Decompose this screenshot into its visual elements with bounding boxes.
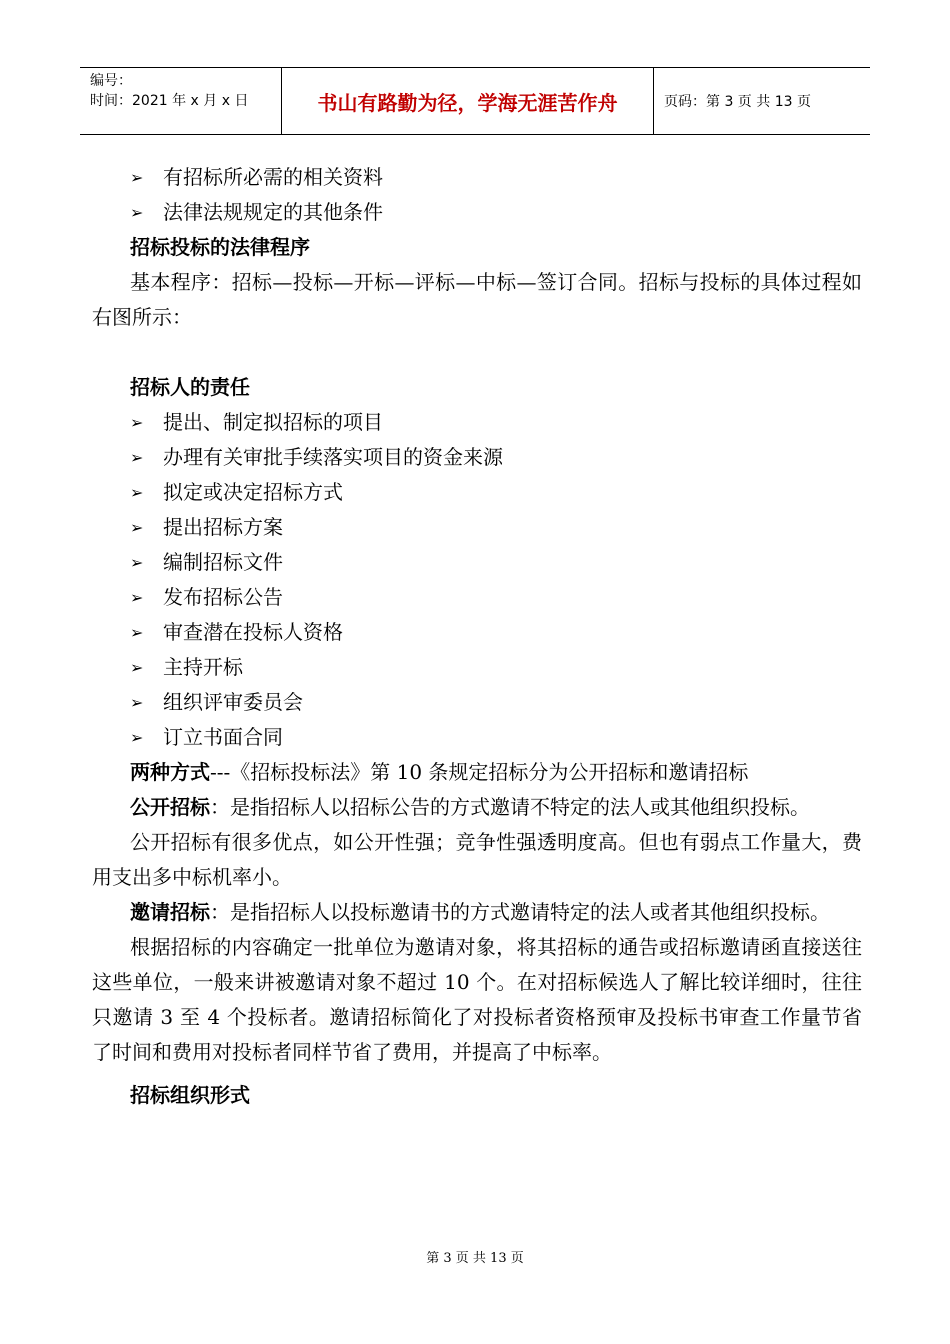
public-bidding-label: 公开招标: [130, 795, 210, 819]
header-page-info: 页码：第 3 页 共 13 页: [664, 94, 811, 110]
public-bidding-detail: 公开招标有很多优点，如公开性强；竞争性强透明度高。但也有弱点工作量大，费用支出多中标机率小。: [92, 830, 862, 889]
arrow-right-icon: ➢: [130, 588, 144, 607]
heading-organization: 招标组织形式: [130, 1083, 250, 1107]
arrow-right-icon: ➢: [130, 448, 144, 467]
document-number-label: 编号：: [90, 73, 132, 89]
list-item: [92, 160, 862, 195]
list-item: [92, 580, 862, 615]
bullet-list-responsibilities: [92, 405, 862, 755]
document-body: [92, 160, 862, 1113]
list-item: [92, 650, 862, 685]
list-item: [92, 720, 862, 755]
header-meta: [80, 68, 282, 134]
list-item: [92, 405, 862, 440]
list-item-text: 编制招标文件: [163, 550, 283, 574]
invited-bidding-detail: 根据招标的内容确定一批单位为邀请对象，将其招标的通告或招标邀请函直接送往这些单位，一般来讲被邀请对象不超过 10 个。在对招标候选人了解比较详细时，往往只邀请 3 至 4 个投标者。邀请招标简化了对投标者资格预审及投标书审查工作量节省了时间和费用对投标者同样节省了费用，并提高了中标率。: [92, 935, 862, 1064]
list-item-text: 有招标所必需的相关资料: [163, 165, 383, 189]
list-item-text: 订立书面合同: [163, 725, 283, 749]
list-item: [92, 685, 862, 720]
arrow-right-icon: ➢: [130, 623, 144, 642]
page-footer: 第 3 页 共 13 页: [426, 1251, 524, 1266]
heading-procedure: 招标投标的法律程序: [130, 235, 310, 259]
two-methods-label: 两种方式: [130, 760, 210, 784]
list-item-text: 提出、制定拟招标的项目: [163, 410, 383, 434]
bullet-list-requirements: [92, 160, 862, 230]
arrow-right-icon: ➢: [130, 728, 144, 747]
list-item-text: 办理有关审批手续落实项目的资金来源: [163, 445, 503, 469]
list-item-text: 发布招标公告: [163, 585, 283, 609]
invited-bidding-label: 邀请招标: [130, 900, 210, 924]
arrow-right-icon: ➢: [130, 203, 144, 222]
invited-bidding-text: ：是指招标人以投标邀请书的方式邀请特定的法人或者其他组织投标。: [210, 900, 830, 924]
two-methods-text: ---《招标投标法》第 10 条规定招标分为公开招标和邀请招标: [210, 760, 749, 784]
blank-line: [92, 335, 862, 370]
heading-responsibility: 招标人的责任: [130, 375, 250, 399]
page-header: [80, 67, 870, 135]
arrow-right-icon: ➢: [130, 553, 144, 572]
arrow-right-icon: ➢: [130, 658, 144, 677]
list-item-text: 法律法规规定的其他条件: [163, 200, 383, 224]
list-item: [92, 615, 862, 650]
procedure-paragraph: 基本程序：招标—投标—开标—评标—中标—签订合同。招标与投标的具体过程如右图所示：: [92, 270, 862, 329]
list-item: [92, 545, 862, 580]
list-item: [92, 475, 862, 510]
arrow-right-icon: ➢: [130, 413, 144, 432]
invited-bidding-paragraph: [92, 895, 862, 930]
list-item-text: 拟定或决定招标方式: [163, 480, 343, 504]
list-item-text: 主持开标: [163, 655, 243, 679]
list-item-text: 组织评审委员会: [163, 690, 303, 714]
public-bidding-paragraph: [92, 790, 862, 825]
list-item-text: 审查潜在投标人资格: [163, 620, 343, 644]
header-motto: 书山有路勤为径，学海无涯苦作舟: [282, 68, 654, 134]
document-time-label: 时间：2021 年 x 月 x 日: [90, 93, 249, 109]
arrow-right-icon: ➢: [130, 518, 144, 537]
list-item: [92, 510, 862, 545]
arrow-right-icon: ➢: [130, 483, 144, 502]
list-item-text: 提出招标方案: [163, 515, 283, 539]
arrow-right-icon: ➢: [130, 168, 144, 187]
list-item: [92, 440, 862, 475]
list-item: [92, 195, 862, 230]
arrow-right-icon: ➢: [130, 693, 144, 712]
public-bidding-text: ：是指招标人以招标公告的方式邀请不特定的法人或其他组织投标。: [210, 795, 810, 819]
two-methods-paragraph: [92, 755, 862, 790]
paragraph-gap: [92, 1070, 862, 1078]
